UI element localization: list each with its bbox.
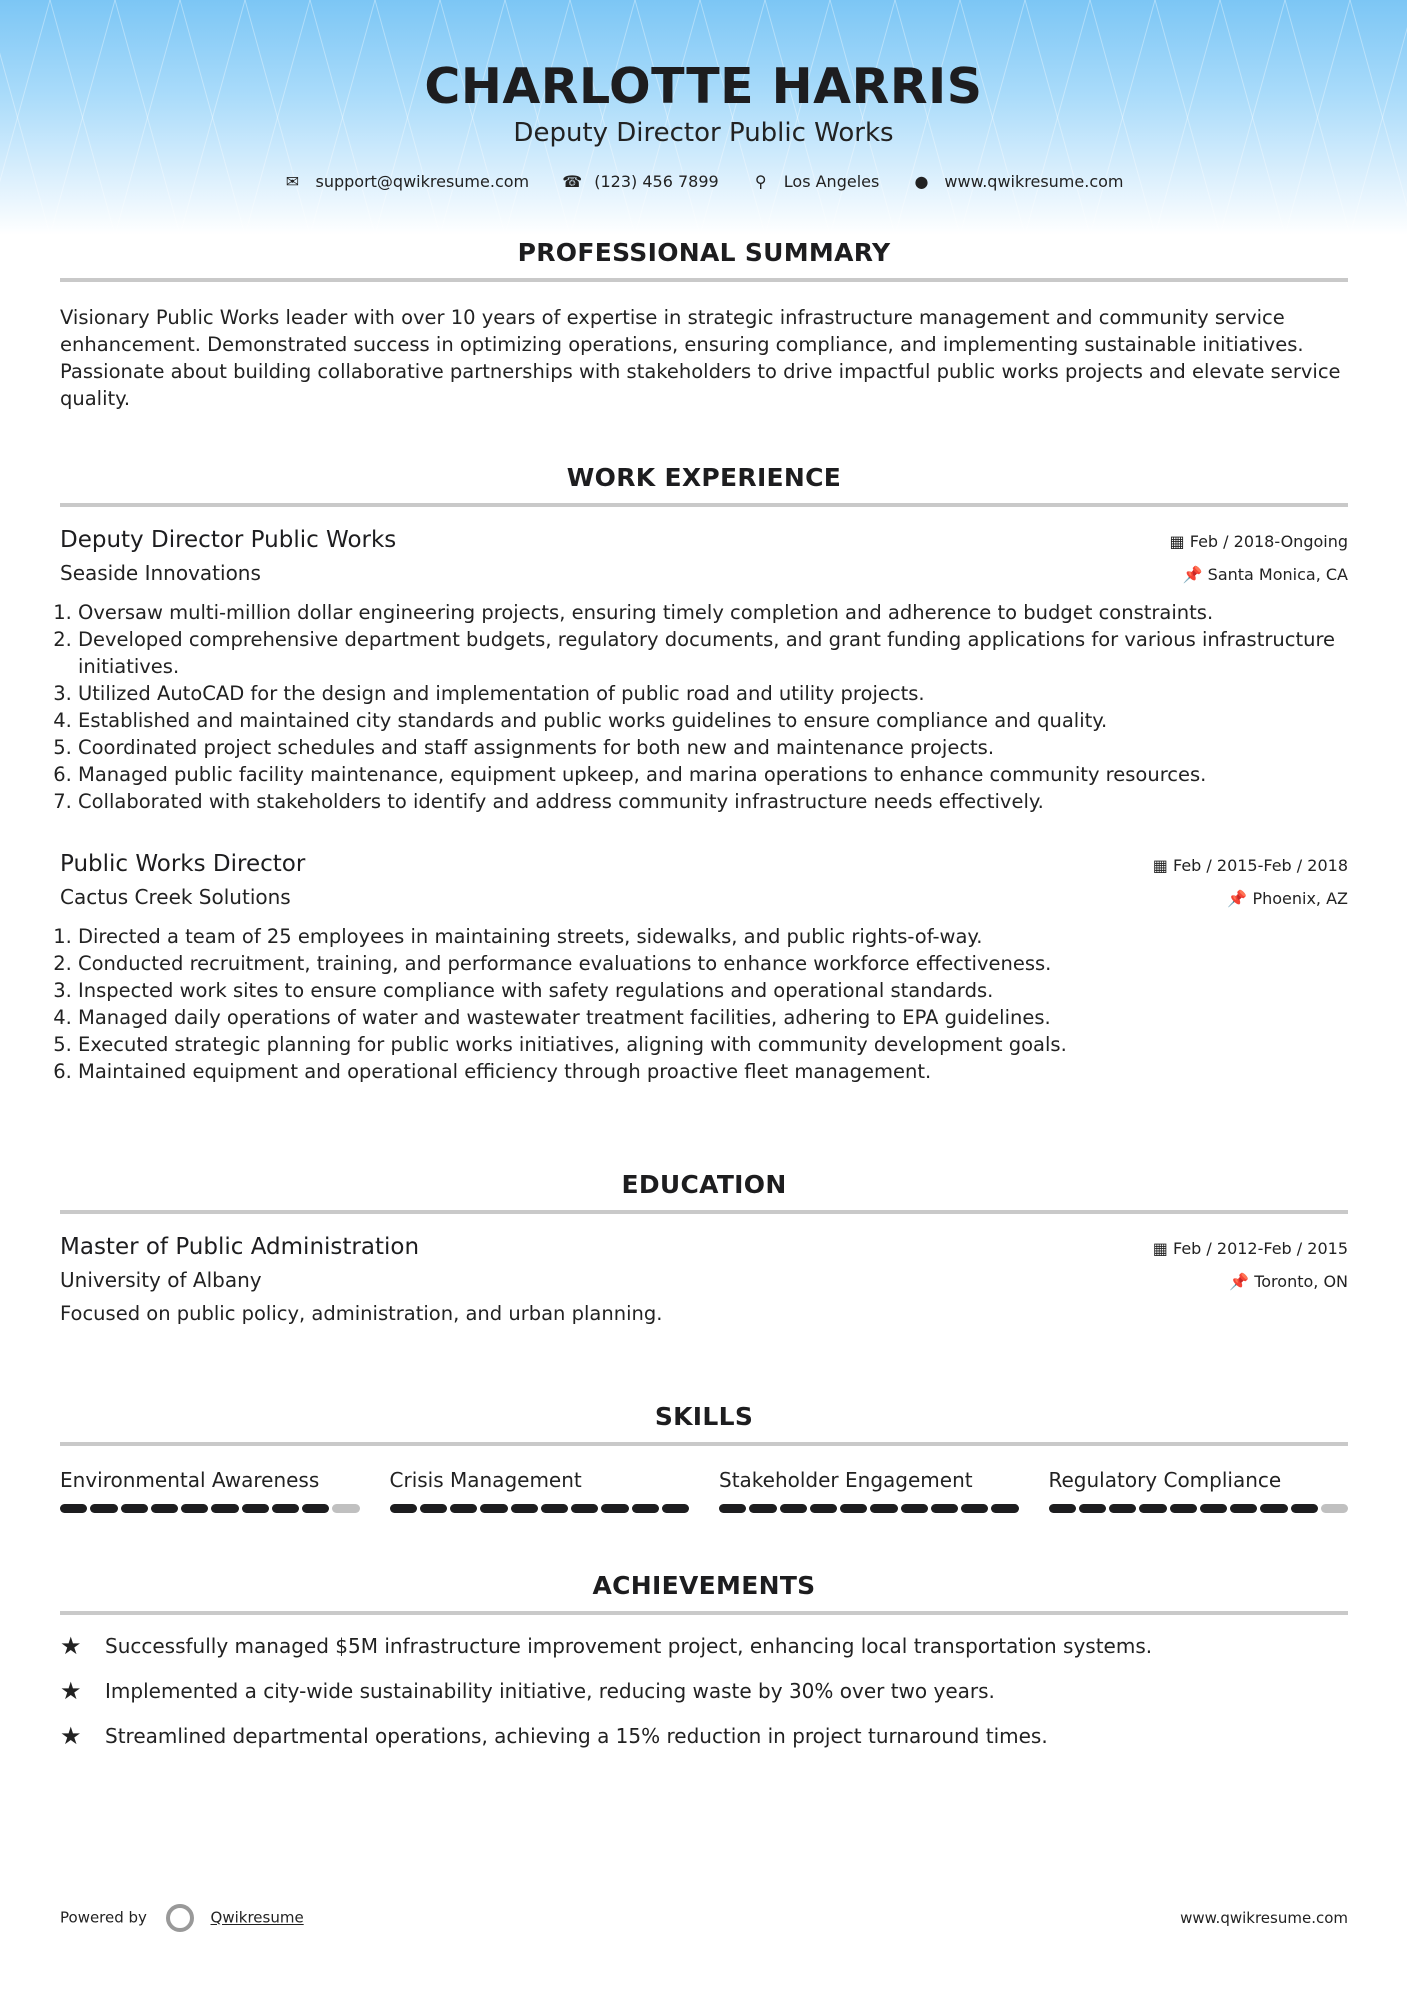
skill [60, 1468, 360, 1513]
job-dates: Feb / 2018-Ongoing [1189, 532, 1348, 551]
achievement-item [60, 1632, 1348, 1660]
degree: Master of Public Administration [60, 1234, 420, 1260]
skill-level-segment [151, 1504, 178, 1513]
contact-phone: (123) 456 7899 [594, 172, 719, 191]
divider [60, 278, 1348, 282]
skill-level-bar [719, 1504, 1019, 1513]
divider [60, 1210, 1348, 1214]
skill-level-bar [1049, 1504, 1349, 1513]
skill-level-segment [121, 1504, 148, 1513]
skill-level-segment [1139, 1504, 1166, 1513]
skill-level-segment [1049, 1504, 1076, 1513]
calendar-icon: ▦ [1169, 532, 1190, 551]
education-description: Focused on public policy, administration, and urban planning. [60, 1302, 663, 1325]
company: Seaside Innovations [60, 561, 261, 585]
skill-level-segment [931, 1504, 958, 1513]
job-entry [60, 851, 1348, 1085]
skill-level-segment [302, 1504, 329, 1513]
achievement-text: Implemented a city-wide sustainability initiative, reducing waste by 30% over two years. [105, 1679, 995, 1703]
skill-level-segment [719, 1504, 746, 1513]
achievement-text: Streamlined departmental operations, achieving a 15% reduction in project turnaround times. [105, 1724, 1048, 1748]
skill-level-segment [662, 1504, 689, 1513]
skill-level-segment [90, 1504, 117, 1513]
summary-section [60, 238, 1348, 412]
skill-level-segment [810, 1504, 837, 1513]
pin-icon: 📌 [1182, 565, 1208, 584]
skill-name: Environmental Awareness [60, 1468, 320, 1492]
skill-level-segment [1291, 1504, 1318, 1513]
skill-level-segment [211, 1504, 238, 1513]
section-heading: SKILLS [654, 1402, 754, 1431]
skill-level-segment [420, 1504, 447, 1513]
skill-level-segment [601, 1504, 628, 1513]
skill-level-segment [390, 1504, 417, 1513]
job-bullet: 4. Established and maintained city standards and public works guidelines to ensure compliance and quality. [78, 707, 1348, 734]
skill-level-segment [242, 1504, 269, 1513]
divider [60, 503, 1348, 507]
skill-level-segment [901, 1504, 928, 1513]
brand-link[interactable]: Qwikresume [210, 1908, 304, 1927]
education-dates: Feb / 2012-Feb / 2015 [1173, 1239, 1348, 1258]
job-bullet: 5. Coordinated project schedules and staff assignments for both new and maintenance projects. [78, 734, 1348, 761]
skill-level-segment [181, 1504, 208, 1513]
skill-level-segment [1321, 1504, 1348, 1513]
job-bullets [78, 599, 1348, 815]
job-bullet: 4. Managed daily operations of water and wastewater treatment facilities, adhering to EPA guidelines. [78, 1004, 1348, 1031]
job-title: Public Works Director [60, 851, 306, 877]
skill-level-segment [480, 1504, 507, 1513]
experience-section [60, 463, 1348, 1085]
job-bullet: 3. Inspected work sites to ensure compliance with safety regulations and operational standards. [78, 977, 1348, 1004]
footer-website[interactable]: www.qwikresume.com [1180, 1909, 1348, 1927]
star-icon: ★ [60, 1632, 82, 1660]
envelope-icon: ✉ [285, 172, 300, 191]
job-bullet: 6. Managed public facility maintenance, equipment upkeep, and marina operations to enhance community resources. [78, 761, 1348, 788]
skill-level-segment [780, 1504, 807, 1513]
school: University of Albany [60, 1268, 262, 1292]
candidate-title: Deputy Director Public Works [513, 118, 894, 148]
job-location: Santa Monica, CA [1207, 565, 1348, 584]
company: Cactus Creek Solutions [60, 885, 291, 909]
skill-level-segment [749, 1504, 776, 1513]
skill-level-segment [571, 1504, 598, 1513]
skill-level-bar [390, 1504, 690, 1513]
job-entry [60, 527, 1348, 815]
contact-info [0, 172, 1407, 191]
section-heading: EDUCATION [621, 1170, 787, 1199]
job-bullet: 2. Developed comprehensive department budgets, regulatory documents, and grant funding applications for various infrastructure initiatives. [78, 626, 1348, 680]
skill-name: Regulatory Compliance [1048, 1468, 1282, 1492]
resume-header [0, 0, 1407, 235]
skill [1049, 1468, 1349, 1513]
job-dates: Feb / 2015-Feb / 2018 [1173, 856, 1348, 875]
achievement-text: Successfully managed $5M infrastructure improvement project, enhancing local transportation systems. [105, 1634, 1153, 1658]
pin-icon: 📌 [1227, 889, 1253, 908]
powered-by-label: Powered by [60, 1908, 147, 1927]
achievement-item [60, 1677, 1348, 1705]
skill-level-segment [961, 1504, 988, 1513]
summary-text: Visionary Public Works leader with over 10 years of expertise in strategic infrastructure management and community service enhancement. Demonstrated success in optimizing operations, ensuring compliance, and implementing sustainable initiatives. Passionate about building collaborative partnerships with stakeholders to drive impactful public works projects and elevate service quality. [60, 306, 1341, 410]
calendar-icon: ▦ [1152, 1239, 1173, 1258]
star-icon: ★ [60, 1677, 82, 1705]
skill-level-segment [450, 1504, 477, 1513]
skill-level-segment [60, 1504, 87, 1513]
candidate-name: CHARLOTTE HARRIS [424, 58, 983, 115]
job-bullet: 6. Maintained equipment and operational efficiency through proactive fleet management. [78, 1058, 1348, 1085]
divider [60, 1442, 1348, 1446]
skill-level-segment [1260, 1504, 1287, 1513]
skill-level-segment [1230, 1504, 1257, 1513]
section-heading: ACHIEVEMENTS [592, 1571, 816, 1600]
skill-level-segment [272, 1504, 299, 1513]
contact-email[interactable]: support@qwikresume.com [315, 172, 530, 191]
job-location: Phoenix, AZ [1252, 889, 1348, 908]
section-heading: PROFESSIONAL SUMMARY [517, 238, 891, 267]
skill-level-segment [870, 1504, 897, 1513]
skill-level-segment [511, 1504, 538, 1513]
contact-location: Los Angeles [783, 172, 880, 191]
skill-name: Stakeholder Engagement [719, 1468, 973, 1492]
job-bullets [78, 923, 1348, 1085]
skill-level-segment [1109, 1504, 1136, 1513]
skill-level-segment [991, 1504, 1018, 1513]
skill [390, 1468, 690, 1513]
achievement-item [60, 1722, 1348, 1750]
star-icon: ★ [60, 1722, 82, 1750]
education-location: Toronto, ON [1254, 1272, 1348, 1291]
job-title: Deputy Director Public Works [60, 527, 397, 553]
pin-icon: 📌 [1229, 1272, 1255, 1291]
job-bullet: 2. Conducted recruitment, training, and performance evaluations to enhance workforce effectiveness. [78, 950, 1348, 977]
job-bullet: 1. Oversaw multi-million dollar engineering projects, ensuring timely completion and adherence to budget constraints. [78, 599, 1348, 626]
footer [60, 1904, 1348, 1932]
job-bullet: 5. Executed strategic planning for public works initiatives, aligning with community development goals. [78, 1031, 1348, 1058]
section-heading: WORK EXPERIENCE [566, 463, 842, 492]
skill-level-bar [60, 1504, 360, 1513]
skill [719, 1468, 1019, 1513]
skill-name: Crisis Management [389, 1468, 582, 1492]
skills-section [60, 1402, 1348, 1513]
map-pin-icon: ⚲ [754, 172, 767, 191]
skill-level-segment [1170, 1504, 1197, 1513]
skill-level-segment [541, 1504, 568, 1513]
skill-level-segment [632, 1504, 659, 1513]
calendar-icon: ▦ [1152, 856, 1173, 875]
achievements-section [60, 1571, 1348, 1750]
job-bullet: 1. Directed a team of 25 employees in maintaining streets, sidewalks, and public rights-of-way. [78, 923, 1348, 950]
education-section [60, 1170, 1348, 1327]
qwikresume-logo-icon [166, 1904, 194, 1932]
skill-level-segment [840, 1504, 867, 1513]
job-bullet: 3. Utilized AutoCAD for the design and implementation of public road and utility projects. [78, 680, 1348, 707]
phone-icon: ☎ [562, 172, 583, 191]
skill-level-segment [1200, 1504, 1227, 1513]
divider [60, 1611, 1348, 1615]
job-bullet: 7. Collaborated with stakeholders to identify and address community infrastructure needs effectively. [78, 788, 1348, 815]
skill-level-segment [1079, 1504, 1106, 1513]
skill-level-segment [332, 1504, 359, 1513]
contact-website[interactable]: www.qwikresume.com [944, 172, 1124, 191]
globe-icon: ● [914, 172, 929, 191]
